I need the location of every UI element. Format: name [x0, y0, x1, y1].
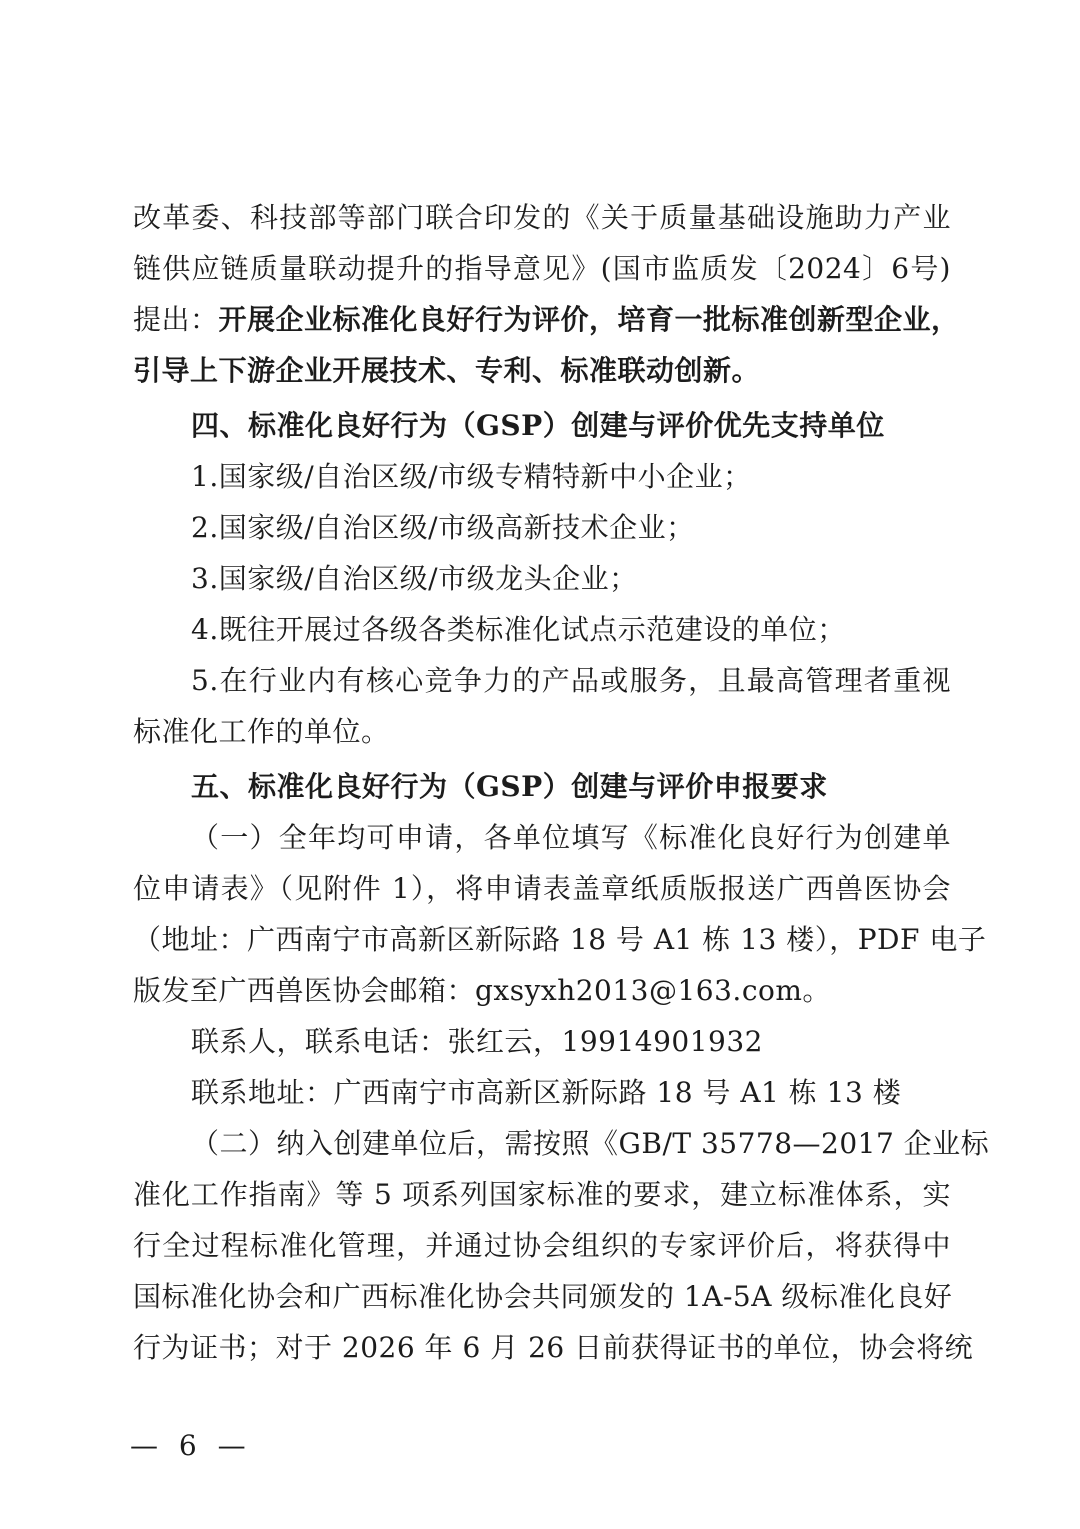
paragraph-line: 行为证书；对于 2026 年 6 月 26 日前获得证书的单位，协会将统: [133, 1331, 974, 1364]
list-item: 3.国家级/自治区级/市级龙头企业；: [191, 562, 638, 595]
page-number: — 6 —: [130, 1429, 252, 1462]
emphasis-line: 引导上下游企业开展技术、专利、标准联动创新。: [133, 354, 761, 387]
document-body: [133, 192, 990, 1373]
emphasis-text: 开展企业标准化良好行为评价，培育一批标准创新型企业，: [218, 303, 960, 336]
list-item-continuation: 标准化工作的单位。: [133, 715, 390, 748]
paragraph-line: 行全过程标准化管理，并通过协会组织的专家评价后，将获得中: [133, 1229, 951, 1262]
paragraph-line: 改革委、科技部等部门联合印发的《关于质量基础设施助力产业: [133, 201, 951, 234]
paragraph-line: 国标准化协会和广西标准化协会共同颁发的 1A-5A 级标准化良好: [133, 1280, 953, 1313]
email-line: 版发至广西兽医协会邮箱：gxsyxh2013@163.com。: [133, 974, 831, 1007]
paragraph-line: （一）全年均可申请，各单位填写《标准化良好行为创建单: [191, 821, 951, 854]
section-heading-4: 四、标准化良好行为（GSP）创建与评价优先支持单位: [191, 409, 885, 442]
contact-address: 联系地址：广西南宁市高新区新际路 18 号 A1 栋 13 楼: [191, 1076, 902, 1109]
list-item: 1.国家级/自治区级/市级专精特新中小企业；: [191, 460, 752, 493]
paragraph-line: 位申请表》（见附件 1），将申请表盖章纸质版报送广西兽医协会: [133, 872, 951, 905]
paragraph-line: 准化工作指南》等 5 项系列国家标准的要求，建立标准体系，实: [133, 1178, 951, 1211]
paragraph-text: 提出：: [133, 303, 219, 336]
section-heading-5: 五、标准化良好行为（GSP）创建与评价申报要求: [191, 770, 828, 803]
list-item: 4.既往开展过各级各类标准化试点示范建设的单位；: [191, 613, 846, 646]
paragraph-line: （二）纳入创建单位后，需按照《GB/T 35778—2017 企业标: [191, 1127, 990, 1160]
list-item: 5.在行业内有核心竞争力的产品或服务，且最高管理者重视: [191, 664, 951, 697]
paragraph-line: [133, 294, 960, 345]
list-item: 2.国家级/自治区级/市级高新技术企业；: [191, 511, 695, 544]
paragraph-line: 链供应链质量联动提升的指导意见》(国市监质发〔2024〕6号): [133, 252, 951, 285]
contact-person: 联系人，联系电话：张红云，19914901932: [191, 1025, 763, 1058]
paragraph-line: （地址：广西南宁市高新区新际路 18 号 A1 栋 13 楼），PDF 电子: [133, 923, 987, 956]
